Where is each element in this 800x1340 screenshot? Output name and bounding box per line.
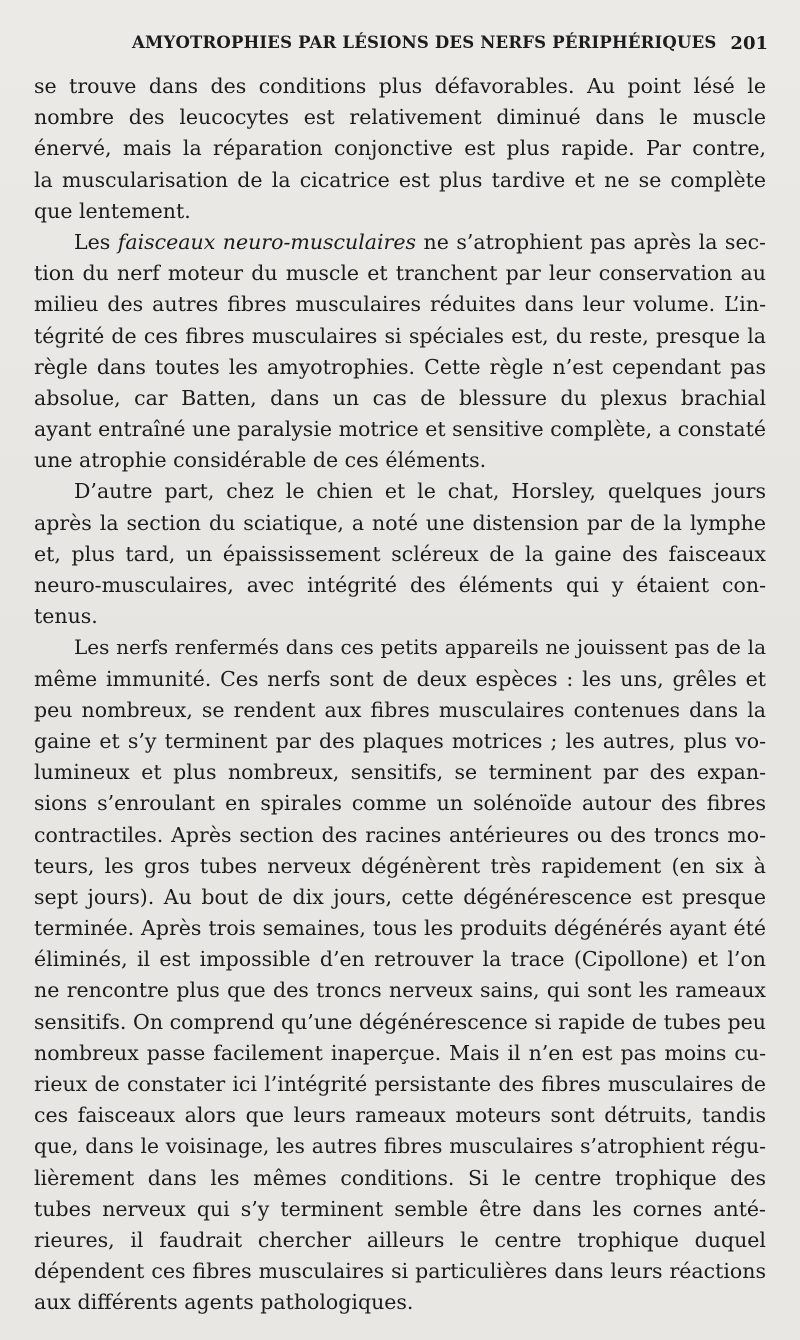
text-line: dépendent ces fibres musculaires si particulières dans leurs réactions [34, 1259, 766, 1284]
text-line: milieu des autres fibres musculaires réduites dans leur volume. L’in- [34, 292, 766, 317]
text-line: sensitifs. On comprend qu’une dégénérescence si rapide de tubes peu [34, 1009, 766, 1034]
text-line: peu nombreux, se rendent aux fibres musculaires contenues dans la [34, 697, 766, 722]
text-line: Les nerfs renfermés dans ces petits appareils ne jouissent pas de la [74, 635, 766, 660]
body-text [34, 71, 766, 1319]
text-line: nombre des leucocytes est relativement diminué dans le muscle [34, 105, 766, 130]
text-line: sept jours). Au bout de dix jours, cette dégénérescence est presque [34, 884, 766, 909]
text-line: et, plus tard, un épaississement scléreux de la gaine des faisceaux [34, 541, 766, 566]
text-line: ne rencontre plus que des troncs nerveux sains, qui sont les rameaux [34, 978, 766, 1003]
text-line: neuro-musculaires, avec intégrité des éléments qui y étaient con- [34, 573, 766, 597]
text-line: nombreux passe facilement inaperçue. Mais il n’en est pas moins cu- [34, 1040, 766, 1065]
text-line: ces faisceaux alors que leurs rameaux moteurs sont détruits, tandis [34, 1103, 766, 1128]
text-line: que, dans le voisinage, les autres fibres musculaires s’atrophient régu- [34, 1134, 766, 1159]
text-line: absolue, car Batten, dans un cas de blessure du plexus brachial [34, 385, 766, 410]
text-line: contractiles. Après section des racines antérieures ou des troncs mo- [34, 822, 766, 847]
text-line: sions s’enroulant en spirales comme un solénoïde autour des fibres [34, 791, 766, 816]
text-line: éliminés, il est impossible d’en retrouver la trace (Cipollone) et l’on [34, 947, 766, 972]
text-line: même immunité. Ces nerfs sont de deux espèces : les uns, grêles et [34, 666, 766, 691]
text-line: tenus. [34, 604, 98, 629]
text-line: ayant entraîné une paralysie motrice et sensitive complète, a constaté [34, 417, 766, 442]
text-line: la muscularisation de la cicatrice est plus tardive et ne se complète [34, 167, 766, 192]
text-run: ne s’atrophient pas après la sec- [416, 229, 766, 254]
text-run: Les [74, 229, 118, 254]
text-line: se trouve dans des conditions plus défavorables. Au point lésé le [34, 74, 766, 98]
text-line: lièrement dans les mêmes conditions. Si le centre trophique des [34, 1165, 766, 1190]
text-line: lumineux et plus nombreux, sensitifs, se terminent par des expan- [34, 760, 766, 785]
text-line: une atrophie considérable de ces éléments. [34, 448, 487, 473]
text-line: D’autre part, chez le chien et le chat, Horsley, quelques jours [74, 479, 766, 504]
text-line: gaine et s’y terminent par des plaques motrices ; les autres, plus vo- [34, 728, 766, 753]
italic-term: faisceaux neuro-musculaires [117, 229, 417, 254]
text-line: teurs, les gros tubes nerveux dégénèrent très rapidement (en six à [34, 853, 766, 878]
text-line: rieures, il faudrait chercher ailleurs le centre trophique duquel [34, 1227, 766, 1252]
text-line: tubes nerveux qui s’y terminent semble être dans les cornes anté- [34, 1196, 766, 1221]
text-line: énervé, mais la réparation conjonctive est plus rapide. Par contre, [34, 136, 766, 161]
page-header [36, 33, 768, 57]
running-title: AMYOTROPHIES PAR LÉSIONS DES NERFS PÉRIPHÉRIQUES [132, 33, 717, 52]
text-line [34, 227, 766, 258]
page-number: 201 [730, 33, 768, 54]
text-line: aux différents agents pathologiques. [34, 1290, 414, 1315]
text-line: règle dans toutes les amyotrophies. Cette règle n’est cependant pas [34, 354, 766, 379]
text-line: que lentement. [34, 198, 191, 223]
text-line: terminée. Après trois semaines, tous les produits dégénérés ayant été [34, 916, 766, 941]
text-line: après la section du sciatique, a noté une distension par de la lymphe [34, 510, 766, 535]
text-line: rieux de constater ici l’intégrité persistante des fibres musculaires de [34, 1072, 766, 1096]
text-line: tégrité de ces fibres musculaires si spéciales est, du reste, presque la [34, 323, 766, 348]
text-line: tion du nerf moteur du muscle et tranchent par leur conservation au [34, 261, 766, 286]
